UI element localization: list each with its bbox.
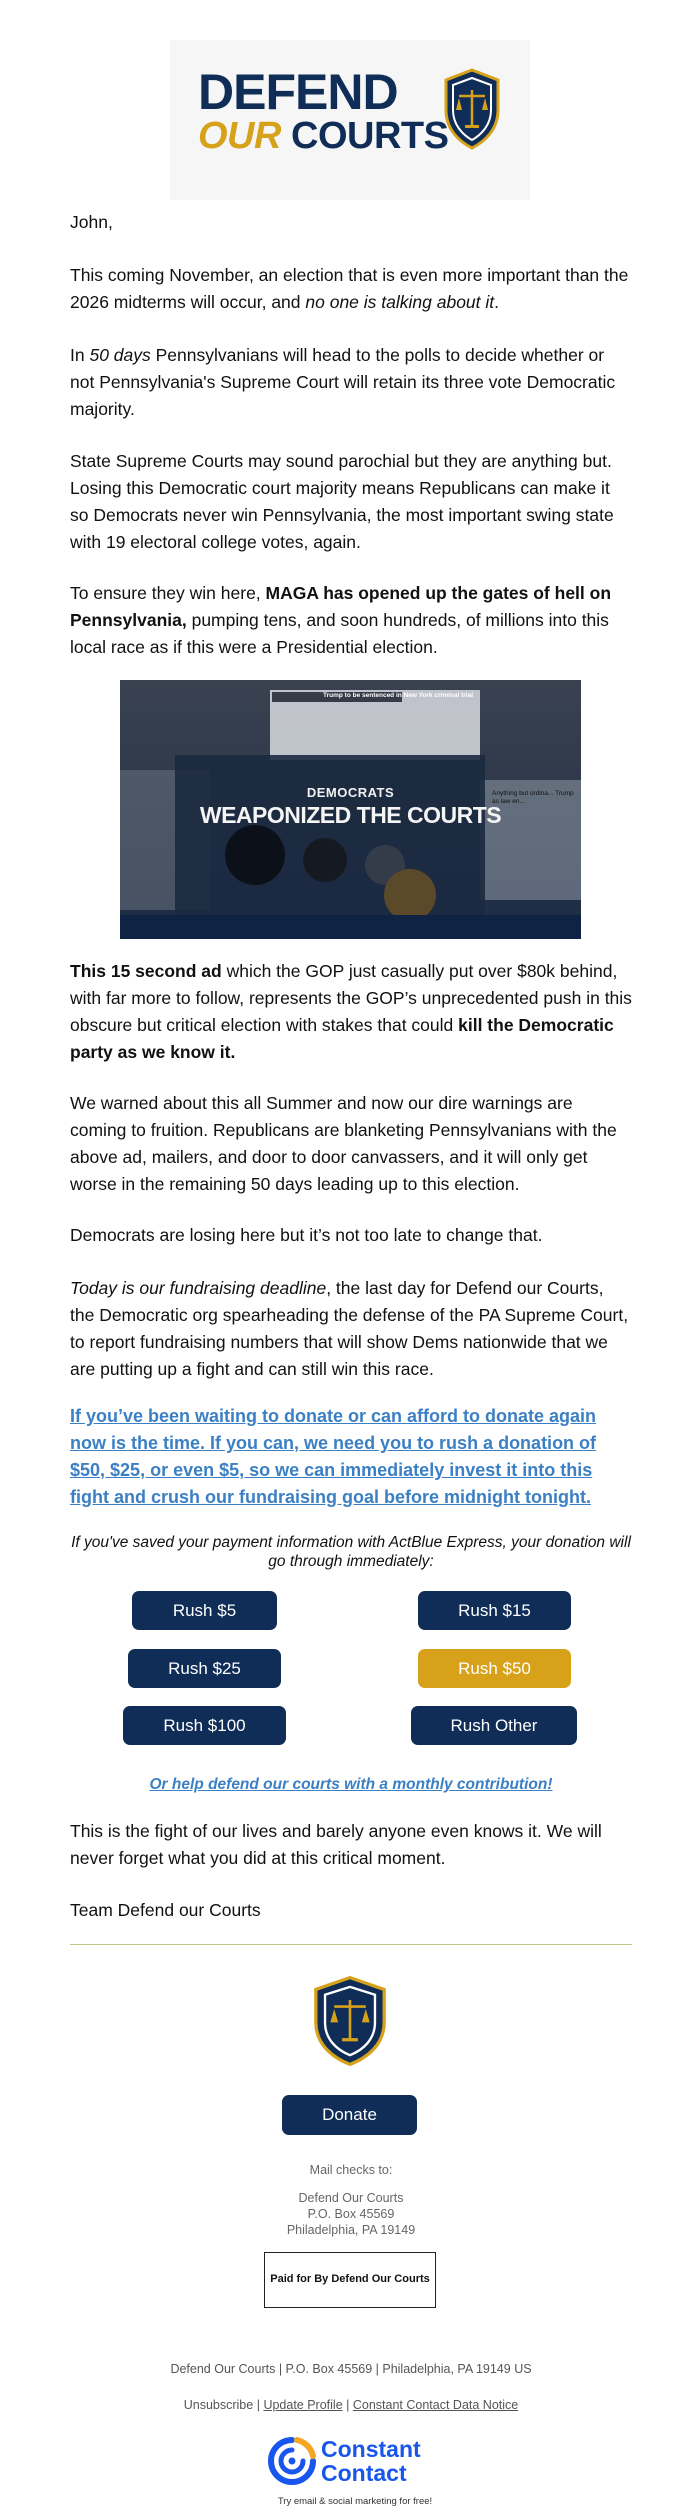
ad-caption-right: Anything but ordina... Trump as law en...	[492, 790, 574, 805]
donate-button[interactable]: Donate	[282, 2095, 417, 2135]
mail-org-name: Defend Our Courts	[298, 2191, 404, 2205]
footer-address: Defend Our Courts | P.O. Box 45569 | Philadelphia, PA 19149 US	[170, 2362, 532, 2376]
closing-paragraph: This is the fight of our lives and barely anyone even knows it. We will never forget what you did at this critical moment.	[70, 1821, 602, 1868]
ad-headline-small: DEMOCRATS	[306, 785, 395, 800]
cc-data-notice-link[interactable]: Constant Contact Data Notice	[352, 2398, 519, 2412]
paragraph-4: To ensure they win here, MAGA has opened up the gates of hell on Pennsylvania, pumping tens, and soon hundreds, of millions into this local race as if this were a Presidential election.	[70, 583, 612, 657]
monthly-contribution-link[interactable]: Or help defend our courts with a monthly contribution!	[149, 1776, 553, 1793]
rush-50-button[interactable]: Rush $50	[418, 1649, 571, 1688]
shield-scales-icon	[444, 68, 500, 150]
signoff: Team Defend our Courts	[70, 1900, 261, 1920]
logo-word-our: OUR	[198, 115, 281, 157]
constant-contact-mark-icon	[267, 2436, 317, 2486]
paragraph-8: Today is our fundraising deadline, the last day for Defend our Courts, the Democratic org spearheading the defense of the PA Supreme Court, to report fundraising numbers that will show Dems nationwide that we are putting up a fight and can still win this race.	[70, 1278, 629, 1379]
logo-word-courts: COURTS	[291, 115, 449, 157]
rush-5-button[interactable]: Rush $5	[132, 1591, 277, 1630]
rush-15-button[interactable]: Rush $15	[418, 1591, 571, 1630]
paragraph-3: State Supreme Courts may sound parochial but they are anything but. Losing this Democratic court majority means Republicans can make it so Democrats never win Pennsylvania, the most important swing state with 19 electoral college votes, again.	[70, 451, 614, 552]
actblue-express-note: If you've saved your payment information with ActBlue Express, your donation will go through immediately:	[71, 1534, 631, 1570]
paid-for-disclaimer: Paid for By Defend Our Courts	[264, 2252, 436, 2308]
logo-word-defend: DEFEND	[198, 64, 398, 120]
cc-tagline: Try email & social marketing for free!	[277, 2496, 433, 2507]
rush-100-button[interactable]: Rush $100	[123, 1706, 286, 1745]
paragraph-1: This coming November, an election that is even more important than the 2026 midterms will occur, and no one is talking about it.	[70, 265, 629, 312]
rush-25-button[interactable]: Rush $25	[128, 1649, 281, 1688]
political-ad-image[interactable]	[120, 680, 581, 939]
footer-shield-icon	[313, 1975, 387, 2067]
mail-checks-label: Mail checks to:	[309, 2163, 393, 2177]
unsubscribe-link[interactable]: Unsubscribe	[183, 2398, 254, 2412]
cc-brand-line1: Constant	[321, 2436, 421, 2462]
update-profile-link[interactable]: Update Profile	[263, 2398, 343, 2412]
mail-city: Philadelphia, PA 19149	[286, 2223, 416, 2237]
ad-caption-top: Trump to be sentenced in New York criminal trial	[323, 692, 474, 699]
paragraph-7: Democrats are losing here but it’s not too late to change that.	[70, 1225, 543, 1245]
donation-ask-link[interactable]: If you’ve been waiting to donate or can afford to donate again now is the time. If you can, we need you to rush a donation of $50, $25, or even $5, so we can immediately invest it into this fight and crush our fundraising goal before midnight tonight.	[70, 1406, 597, 1507]
mail-po-box: P.O. Box 45569	[307, 2207, 395, 2221]
salutation: John,	[70, 212, 113, 232]
constant-contact-logo[interactable]	[265, 2430, 445, 2510]
cc-brand-line2: Contact	[321, 2460, 407, 2486]
ad-headline-big: WEAPONIZED THE COURTS	[199, 802, 502, 828]
footer-links: Unsubscribe | Update Profile | Constant Contact Data Notice	[183, 2398, 519, 2412]
paragraph-5: This 15 second ad which the GOP just casually put over $80k behind, with far more to follow, represents the GOP’s unprecedented push in this obscure but critical election with stakes that could kill the Democratic party as we know it.	[70, 961, 632, 1062]
paragraph-2: In 50 days Pennsylvanians will head to the polls to decide whether or not Pennsylvania's Supreme Court will retain its three vote Democratic majority.	[70, 345, 616, 419]
header-logo	[170, 40, 530, 200]
paragraph-6: We warned about this all Summer and now our dire warnings are coming to fruition. Republicans are blanketing Pennsylvanians with the above ad, mailers, and door to door canvassers, and it will only get worse in the remaining 50 days leading up to this election.	[70, 1093, 617, 1194]
divider	[70, 1944, 632, 1945]
rush-other-button[interactable]: Rush Other	[411, 1706, 577, 1745]
